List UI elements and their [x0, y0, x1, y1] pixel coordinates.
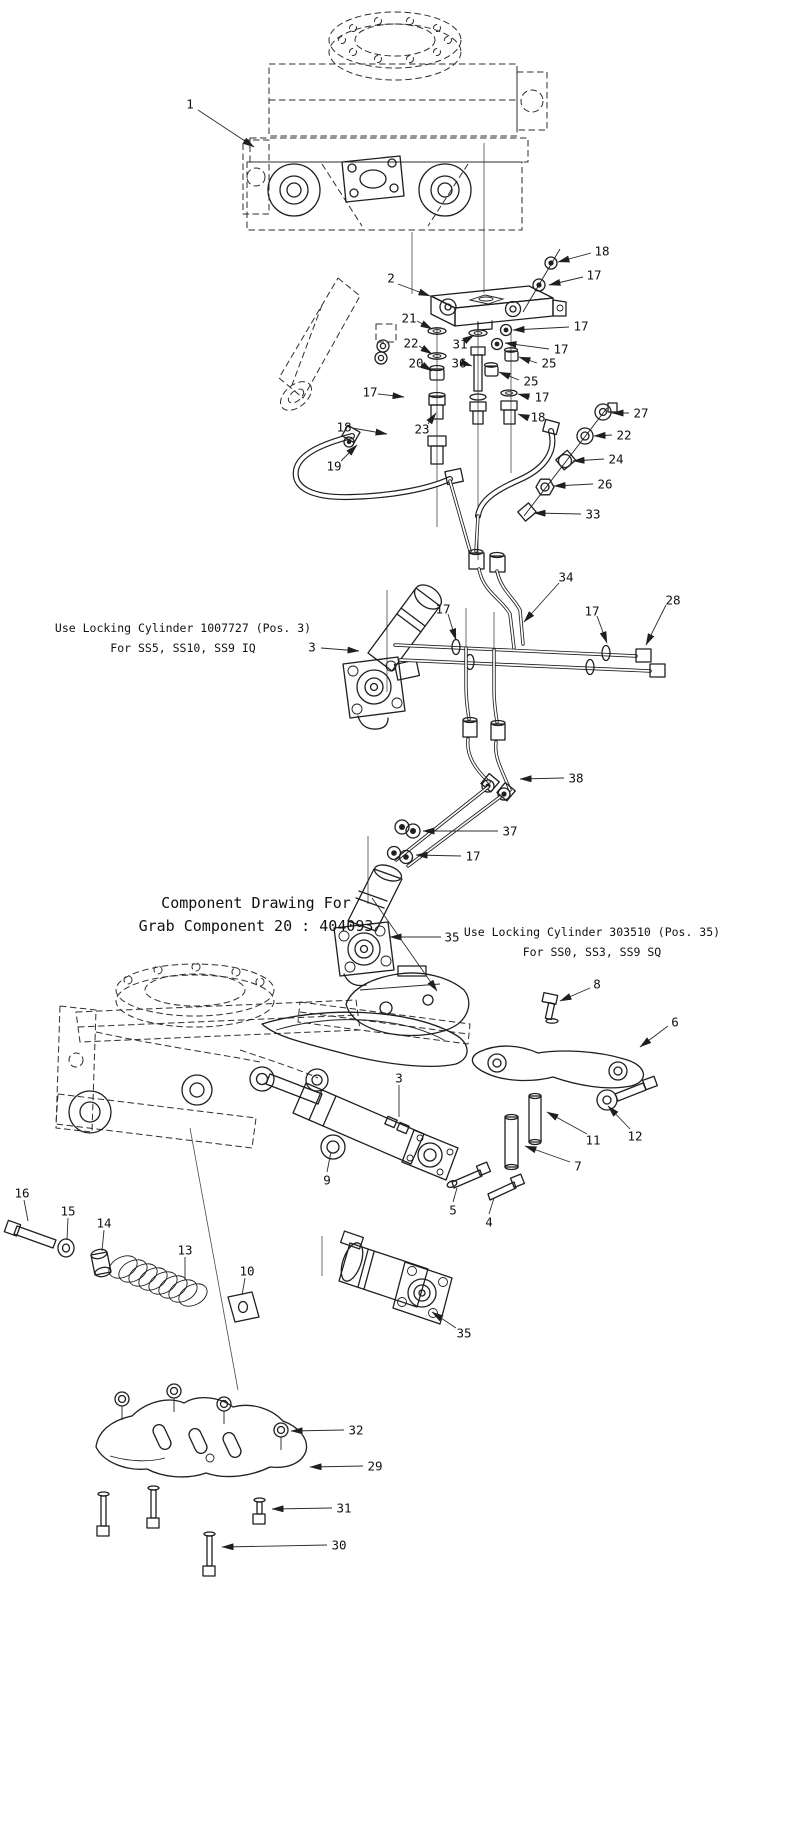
callout-leader-line: [310, 1466, 363, 1467]
callout-leader-line: [448, 614, 456, 640]
spring-and-hardware: [4, 1220, 259, 1322]
callout-leader-line: [525, 1146, 570, 1162]
callout-label: 35: [456, 1325, 472, 1341]
callout-label: 13: [177, 1242, 193, 1258]
grab-jaw-and-bracket: [262, 966, 469, 1066]
callout-label: 15: [60, 1203, 76, 1219]
mounting-bolt-row: [395, 640, 665, 678]
callout-label: 29: [367, 1458, 383, 1474]
callout-label: 18: [594, 243, 610, 259]
callout-leader-line: [534, 513, 581, 514]
callout-label: 31: [336, 1500, 352, 1516]
callout-label: 5: [449, 1202, 457, 1218]
callout-leader-line: [524, 583, 559, 622]
component-title-line1: Component Drawing For: [161, 894, 351, 912]
figure2-callouts: [14, 898, 678, 1553]
reference-lines: [368, 143, 511, 904]
callout-leader-line: [417, 321, 432, 329]
note-cylinder-3-line2: For SS5, SS10, SS9 IQ: [110, 641, 256, 655]
callout-label: 38: [568, 770, 584, 786]
callout-label: 3: [395, 1070, 403, 1086]
callout-leader-line: [222, 1545, 327, 1547]
callout-leader-line: [24, 1200, 28, 1221]
callout-label: 17: [362, 384, 378, 400]
callout-label: 22: [616, 427, 632, 443]
callout-leader-line: [272, 1508, 332, 1509]
callout-label: 17: [534, 389, 550, 405]
callout-leader-line: [646, 605, 666, 645]
callout-label: 18: [336, 419, 352, 435]
callout-leader-line: [242, 1278, 245, 1295]
callout-label: 17: [553, 341, 569, 357]
callout-label: 3: [308, 639, 316, 655]
callout-label: 18: [530, 409, 546, 425]
callout-label: 20: [408, 355, 424, 371]
grab-machine-phantom: [56, 963, 470, 1148]
callout-leader-line: [549, 277, 583, 285]
callout-label: 31: [452, 336, 468, 352]
callout-leader-line: [513, 327, 569, 330]
callout-label: 14: [96, 1215, 112, 1231]
callout-label: 2: [387, 270, 395, 286]
callout-leader-line: [398, 284, 430, 296]
callout-label: 19: [326, 458, 342, 474]
callout-label: 35: [444, 929, 460, 945]
callout-label: 1: [186, 96, 194, 112]
callout-label: 10: [239, 1263, 255, 1279]
callout-leader-line: [554, 484, 593, 486]
callout-leader-line: [640, 1026, 668, 1047]
guard-plate-assembly: [96, 1384, 307, 1576]
callout-label: 27: [633, 405, 649, 421]
callout-label: 37: [502, 823, 518, 839]
note-cylinder-3-line1: Use Locking Cylinder 1007727 (Pos. 3): [54, 621, 312, 635]
rotator-assembly-phantom: [243, 12, 547, 230]
callout-leader-line: [453, 1188, 457, 1202]
callout-leader-line: [518, 414, 526, 417]
figure1-callouts: [186, 97, 680, 945]
callout-leader-line: [558, 253, 591, 262]
figure2-title: [139, 894, 374, 935]
callout-label: 32: [348, 1422, 364, 1438]
callout-label: 17: [584, 603, 600, 619]
callout-leader-line: [597, 616, 607, 643]
callout-leader-line: [519, 357, 537, 363]
callout-label: 4: [485, 1214, 493, 1230]
callout-leader-line: [560, 988, 590, 1001]
spare-cylinder-35: [190, 1128, 452, 1390]
callout-leader-line: [573, 459, 604, 461]
grab-cylinder-assembly: [250, 1067, 458, 1180]
callout-leader-line: [102, 1230, 104, 1251]
callout-leader-line: [67, 1218, 68, 1240]
callout-label: 30: [331, 1537, 347, 1553]
callout-label: 17: [465, 848, 481, 864]
hose-assemblies: [296, 419, 560, 648]
locking-cylinder-3: [343, 580, 446, 729]
callout-label: 36: [451, 355, 467, 371]
boom-arm-phantom: [275, 278, 396, 416]
tube-38-37-assembly: [388, 648, 516, 866]
callout-label: 22: [403, 335, 419, 351]
callout-leader-line: [432, 1312, 456, 1328]
callout-label: 26: [597, 476, 613, 492]
callout-label: 28: [665, 592, 681, 608]
callout-label: 17: [573, 318, 589, 334]
callout-leader-line: [321, 648, 359, 651]
callout-label: 33: [585, 506, 601, 522]
callout-label: 23: [414, 421, 430, 437]
note-cylinder-35-line2: For SS0, SS3, SS9 SQ: [522, 945, 662, 959]
callout-label: 8: [593, 976, 601, 992]
callout-leader-line: [466, 364, 472, 366]
callout-label: 12: [627, 1128, 643, 1144]
note-cylinder-35-line1: Use Locking Cylinder 303510 (Pos. 35): [463, 925, 721, 939]
callout-label: 21: [401, 310, 417, 326]
callout-leader-line: [499, 372, 519, 380]
callout-leader-line: [547, 1112, 587, 1134]
callout-label: 25: [541, 355, 557, 371]
callout-label: 6: [671, 1014, 679, 1030]
pins-and-bolts: [446, 993, 657, 1200]
callout-label: 11: [585, 1132, 601, 1148]
callout-label: 16: [14, 1185, 30, 1201]
callout-label: 24: [608, 451, 624, 467]
spring-13: [105, 1251, 211, 1310]
callout-leader-line: [518, 394, 530, 397]
callout-leader-line: [594, 435, 612, 436]
callout-leader-line: [378, 394, 404, 397]
callout-label: 34: [558, 569, 574, 585]
callout-label: 7: [574, 1158, 582, 1174]
link-plate-6: [472, 1046, 643, 1088]
callout-leader-line: [419, 346, 432, 354]
callout-label: 17: [435, 601, 451, 617]
callout-leader-line: [327, 1152, 331, 1172]
callout-leader-line: [520, 778, 564, 779]
valve-bracket: [431, 286, 566, 330]
callout-label: 17: [586, 267, 602, 283]
callout-leader-line: [608, 1106, 630, 1129]
callout-label: 25: [523, 373, 539, 389]
component-title-line2: Grab Component 20 : 404093: [138, 917, 374, 935]
callout-label: 9: [323, 1172, 331, 1188]
callout-leader-line: [198, 110, 254, 147]
